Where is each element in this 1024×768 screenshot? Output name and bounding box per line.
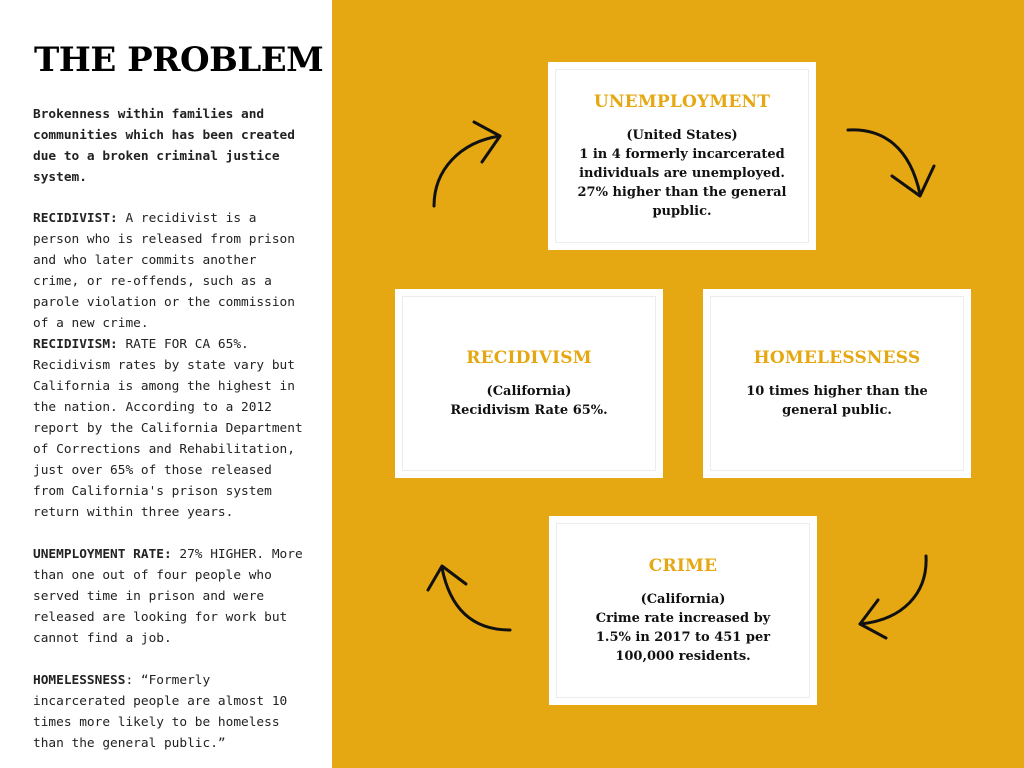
arrow-down-left-icon xyxy=(850,548,940,648)
left-panel xyxy=(0,0,332,768)
card-line: (California) xyxy=(640,591,726,607)
card-line: Crime rate increased by 1.5% in 2017 to 451 per 100,000 residents. xyxy=(595,610,771,664)
card-unemployment xyxy=(548,62,816,250)
definition-term: HOMELESSNESS xyxy=(33,673,126,688)
card-title: RECIDIVISM xyxy=(466,347,592,368)
definition-text: 27% HIGHER. More than one out of four people who served time in prison and were released are looking for work but cannot find a job. xyxy=(33,547,303,646)
card-title: CRIME xyxy=(648,555,718,576)
definition-text: RATE FOR CA 65%. Recidivism rates by state vary but California is among the highest in the nation. According to a 2012 report by the California Department of Corrections and Rehabilitation, just over 65% of those released from California's prison system return within three years. xyxy=(33,337,303,520)
card-crime xyxy=(549,516,817,705)
card-title: HOMELESSNESS xyxy=(753,347,921,368)
card-homelessness xyxy=(703,289,971,478)
card-line: 10 times higher than the general public. xyxy=(746,383,928,418)
definition-recidivism xyxy=(33,334,305,523)
card-line: 1 in 4 formerly incarcerated individuals are unemployed. xyxy=(579,146,785,181)
arrow-down-right-icon xyxy=(840,118,950,208)
arrow-up-right-icon xyxy=(420,110,520,220)
definition-term: UNEMPLOYMENT RATE: xyxy=(33,547,172,562)
card-title: UNEMPLOYMENT xyxy=(593,91,771,112)
page-title: THE PROBLEM xyxy=(34,40,324,80)
card-body xyxy=(732,382,942,420)
definition-term: RECIDIVIST: xyxy=(33,211,118,226)
definition-recidivist xyxy=(33,208,305,334)
card-body xyxy=(440,382,617,420)
definition-unemployment-rate xyxy=(33,544,305,649)
arrow-up-left-icon xyxy=(420,556,520,636)
card-line: (California) xyxy=(486,383,572,399)
card-line: (United States) xyxy=(626,127,738,143)
card-body xyxy=(568,590,798,666)
intro-text: Brokenness within families and communities which has been created due to a broken criminal justice system. xyxy=(33,107,295,185)
definition-text: A recidivist is a person who is released from prison and who later commits another crime, or re-offends, such as a parole violation or the commission of a new crime. xyxy=(33,211,295,331)
definition-term: RECIDIVISM: xyxy=(33,337,118,352)
card-line: Recidivism Rate 65%. xyxy=(450,402,608,418)
card-line: 27% higher than the general pupblic. xyxy=(577,184,787,219)
definition-text: : “Formerly incarcerated people are almost 10 times more likely to be homeless than the general public.” xyxy=(33,673,288,751)
card-body xyxy=(548,126,816,221)
definition-homelessness xyxy=(33,670,305,754)
card-recidivism xyxy=(395,289,663,478)
